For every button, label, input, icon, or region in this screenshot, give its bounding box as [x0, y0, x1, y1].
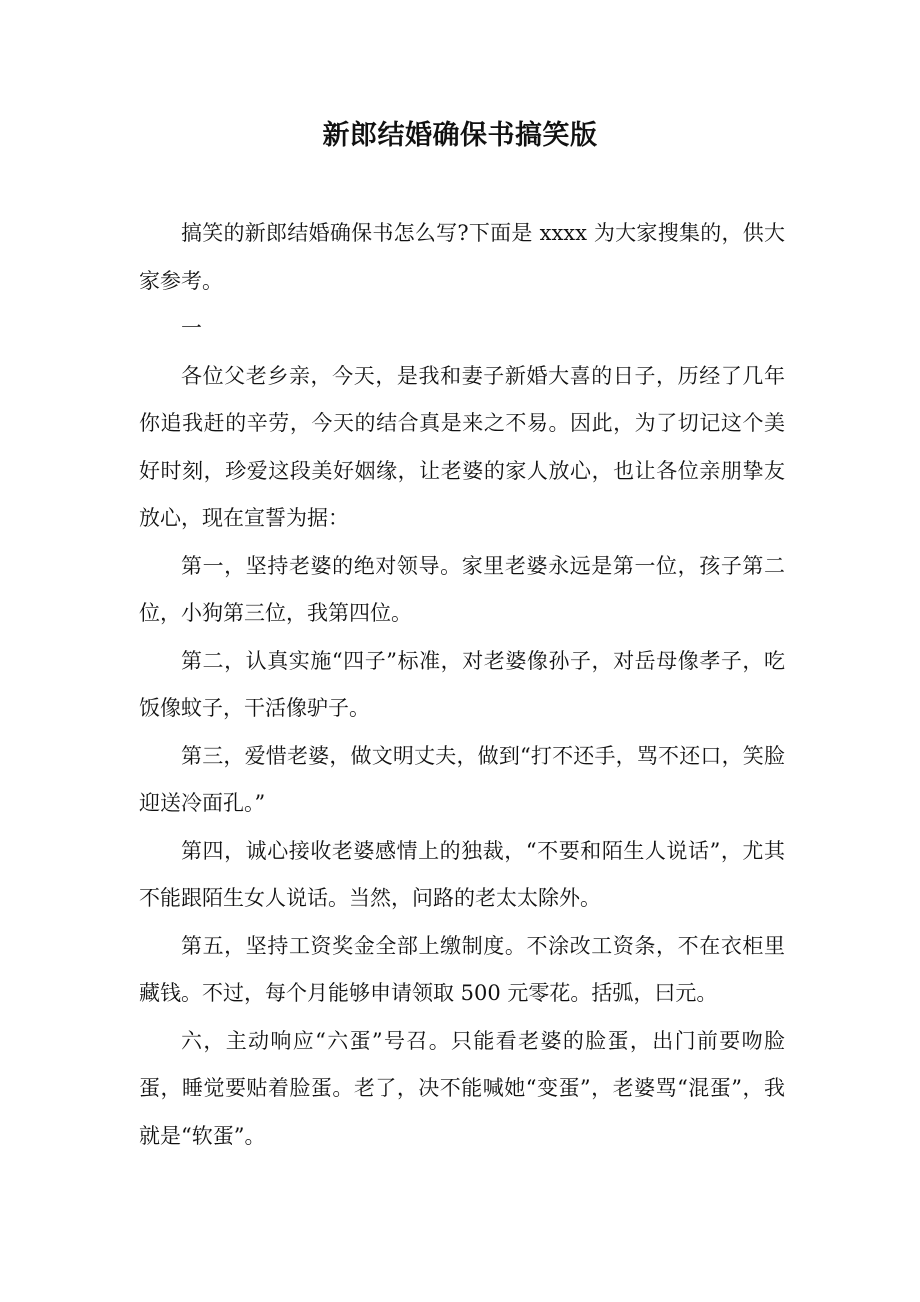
vow-item-1: 第一，坚持老婆的绝对领导。家里老婆永远是第一位，孩子第二位，小狗第三位，我第四位。: [139, 553, 785, 625]
document-title: 新郎结婚确保书搞笑版: [322, 120, 598, 151]
vow-item-5: 第五，坚持工资奖金全部上缴制度。不涂改工资条，不在衣柜里藏钱。不过，每个月能够申请领取 500 元零花。括弧，曰元。: [139, 933, 785, 1005]
vow-item-2: 第二，认真实施“四子”标准，对老婆像孙子，对岳母像孝子，吃饭像蚊子，干活像驴子。: [139, 648, 785, 720]
section-marker: 一: [181, 316, 202, 340]
vow-item-4: 第四，诚心接收老婆感情上的独裁，“不要和陌生人说话”，尤其不能跟陌生女人说话。当然，问路的老太太除外。: [139, 838, 785, 910]
intro-paragraph: 搞笑的新郎结婚确保书怎么写?下面是 xxxx 为大家搜集的，供大家参考。: [139, 221, 785, 293]
vow-item-6: 六，主动响应“六蛋”号召。只能看老婆的脸蛋，出门前要吻脸蛋，睡觉要贴着脸蛋。老了，决不能喊她“变蛋”，老婆骂“混蛋”，我就是“软蛋”。: [139, 1028, 785, 1148]
document-body: [139, 210, 785, 1160]
vow-item-3: 第三，爱惜老婆，做文明丈夫，做到“打不还手，骂不还口，笑脸迎送冷面孔。”: [139, 743, 785, 815]
opening-paragraph: 各位父老乡亲，今天，是我和妻子新婚大喜的日子，历经了几年你追我赶的辛劳，今天的结合真是来之不易。因此，为了切记这个美好时刻，珍爱这段美好姻缘，让老婆的家人放心，也让各位亲朋挚友放心，现在宣誓为据：: [139, 363, 785, 530]
